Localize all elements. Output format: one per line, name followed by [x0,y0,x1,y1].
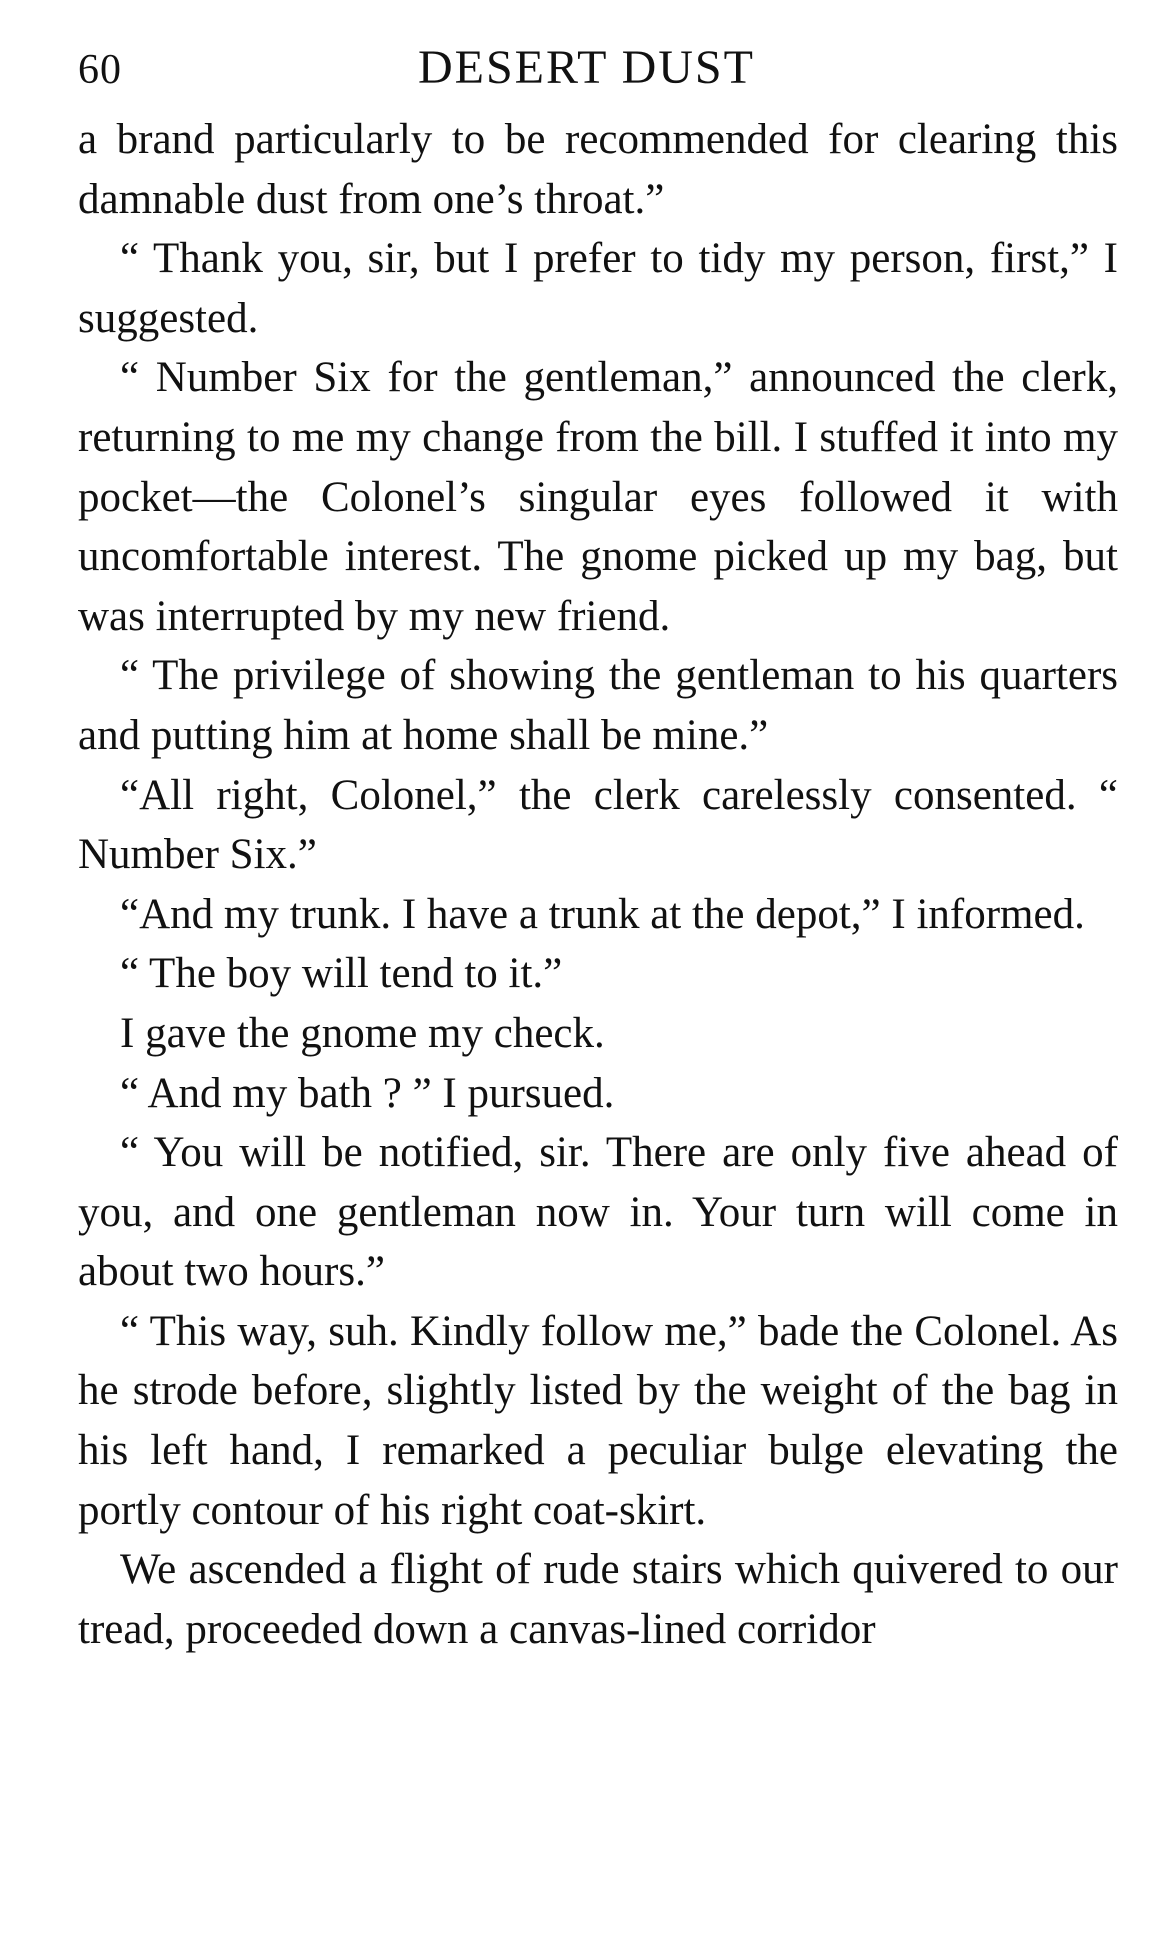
paragraph: “ This way, suh. Kindly follow me,” bade the Colonel. As he strode before, slightly listed by the weight of the bag in his left hand, I remarked a peculiar bulge elevating the portly contour of his right coat-skirt. [78,1307,1118,1534]
running-title: DESERT DUST [418,41,755,94]
running-head [78,40,1118,106]
paragraph: “ Number Six for the gentleman,” announced the clerk, returning to me my change from the bill. I stuffed it into my pocket—the Colonel’s singular eyes followed it with uncomfortable interest. The gnome picked up my bag, but was interrupted by my new friend. [78,354,1118,640]
paragraph: “All right, Colonel,” the clerk carelessly consented. “ Number Six.” [78,771,1118,879]
paragraph: “ The boy will tend to it.” [120,950,563,998]
book-page [78,40,1118,1659]
paragraph: a brand particularly to be recommended for clearing this damnable dust from one’s throat.” [78,116,1118,223]
page-number: 60 [78,47,122,93]
body-text [78,110,1118,1659]
paragraph: “ You will be notified, sir. There are only five ahead of you, and one gentleman now in. Your turn will come in about two hours.” [78,1129,1118,1296]
paragraph: “ Thank you, sir, but I prefer to tidy my person, first,” I suggested. [78,235,1118,342]
paragraph: “ And my bath ? ” I pursued. [120,1069,615,1117]
paragraph: “And my trunk. I have a trunk at the depot,” I informed. [120,890,1085,938]
paragraph: I gave the gnome my check. [120,1009,605,1057]
paragraph: “ The privilege of showing the gentleman to his quarters and putting him at home shall be mine.” [78,652,1118,759]
paragraph: We ascended a flight of rude stairs which quivered to our tread, proceeded down a canvas-lined corridor [78,1546,1118,1653]
